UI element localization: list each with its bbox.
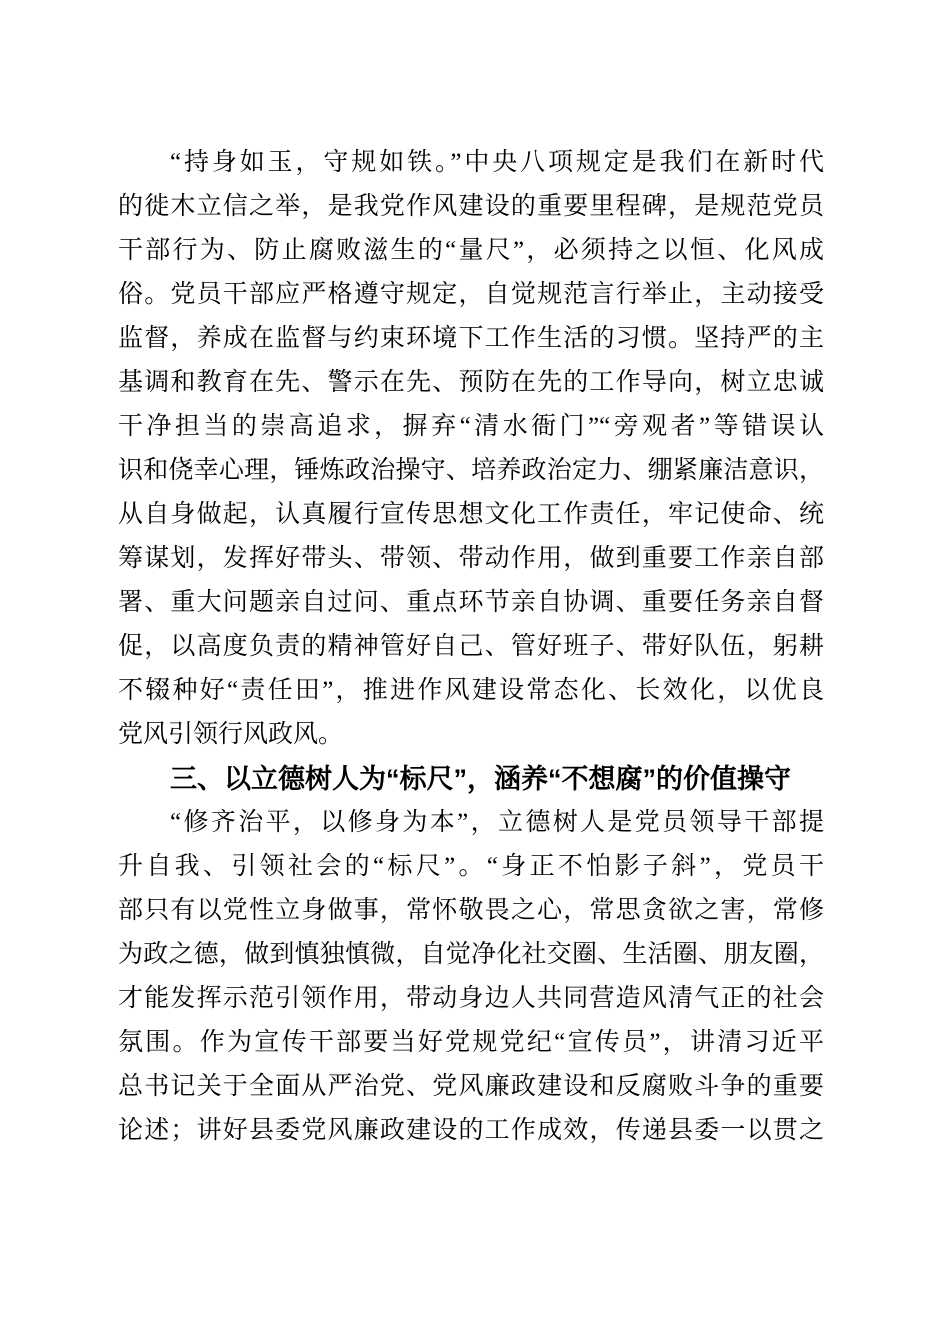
text-line: 识和侥幸心理，锤炼政治操守、培养政治定力、绷紧廉洁意识， xyxy=(118,457,824,484)
text-line: 俗。党员干部应严格遵守规定，自觉规范言行举止，主动接受 xyxy=(118,281,824,308)
text-line: 氛围。作为宣传干部要当好党规党纪“宣传员”，讲清习近平 xyxy=(118,1029,824,1056)
text-line: 总书记关于全面从严治党、党风廉政建设和反腐败斗争的重要 xyxy=(118,1073,824,1100)
text-line: 党风引领行风政风。 xyxy=(118,721,344,748)
text-line: 论述；讲好县委党风廉政建设的工作成效，传递县委一以贯之 xyxy=(118,1117,824,1144)
text-line: 干部行为、防止腐败滋生的“量尺”，必须持之以恒、化风成 xyxy=(118,237,824,264)
text-line: 的徙木立信之举，是我党作风建设的重要里程碑，是规范党员 xyxy=(118,193,824,220)
text-line: 升自我、引领社会的“标尺”。“身正不怕影子斜”，党员干 xyxy=(118,853,824,880)
text-line: 监督，养成在监督与约束环境下工作生活的习惯。坚持严的主 xyxy=(118,325,824,352)
document-body xyxy=(118,141,824,1153)
text-line: 部只有以党性立身做事，常怀敬畏之心，常思贪欲之害，常修 xyxy=(118,897,824,924)
text-line: 筹谋划，发挥好带头、带领、带动作用，做到重要工作亲自部 xyxy=(118,545,824,572)
heading-section-3 xyxy=(118,757,824,801)
section-heading: 三、以立德树人为“标尺”，涵养“不想腐”的价值操守 xyxy=(170,764,791,794)
text-line: 为政之德，做到慎独慎微，自觉净化社交圈、生活圈、朋友圈， xyxy=(118,941,824,968)
text-line: “持身如玉，守规如铁。”中央八项规定是我们在新时代 xyxy=(170,149,824,176)
text-line: 署、重大问题亲自过问、重点环节亲自协调、重要任务亲自督 xyxy=(118,589,824,616)
paragraph-2 xyxy=(118,801,824,1153)
text-line: “修齐治平，以修身为本”，立德树人是党员领导干部提 xyxy=(170,809,824,836)
paragraph-1 xyxy=(118,141,824,757)
text-line: 基调和教育在先、警示在先、预防在先的工作导向，树立忠诚 xyxy=(118,369,824,396)
text-line: 从自身做起，认真履行宣传思想文化工作责任，牢记使命、统 xyxy=(118,501,824,528)
text-line: 才能发挥示范引领作用，带动身边人共同营造风清气正的社会 xyxy=(118,985,824,1012)
text-line: 干净担当的崇高追求，摒弃“清水衙门”“旁观者”等错误认 xyxy=(118,413,824,440)
text-line: 促，以高度负责的精神管好自己、管好班子、带好队伍，躬耕 xyxy=(118,633,824,660)
text-line: 不辍种好“责任田”，推进作风建设常态化、长效化，以优良 xyxy=(118,677,824,704)
